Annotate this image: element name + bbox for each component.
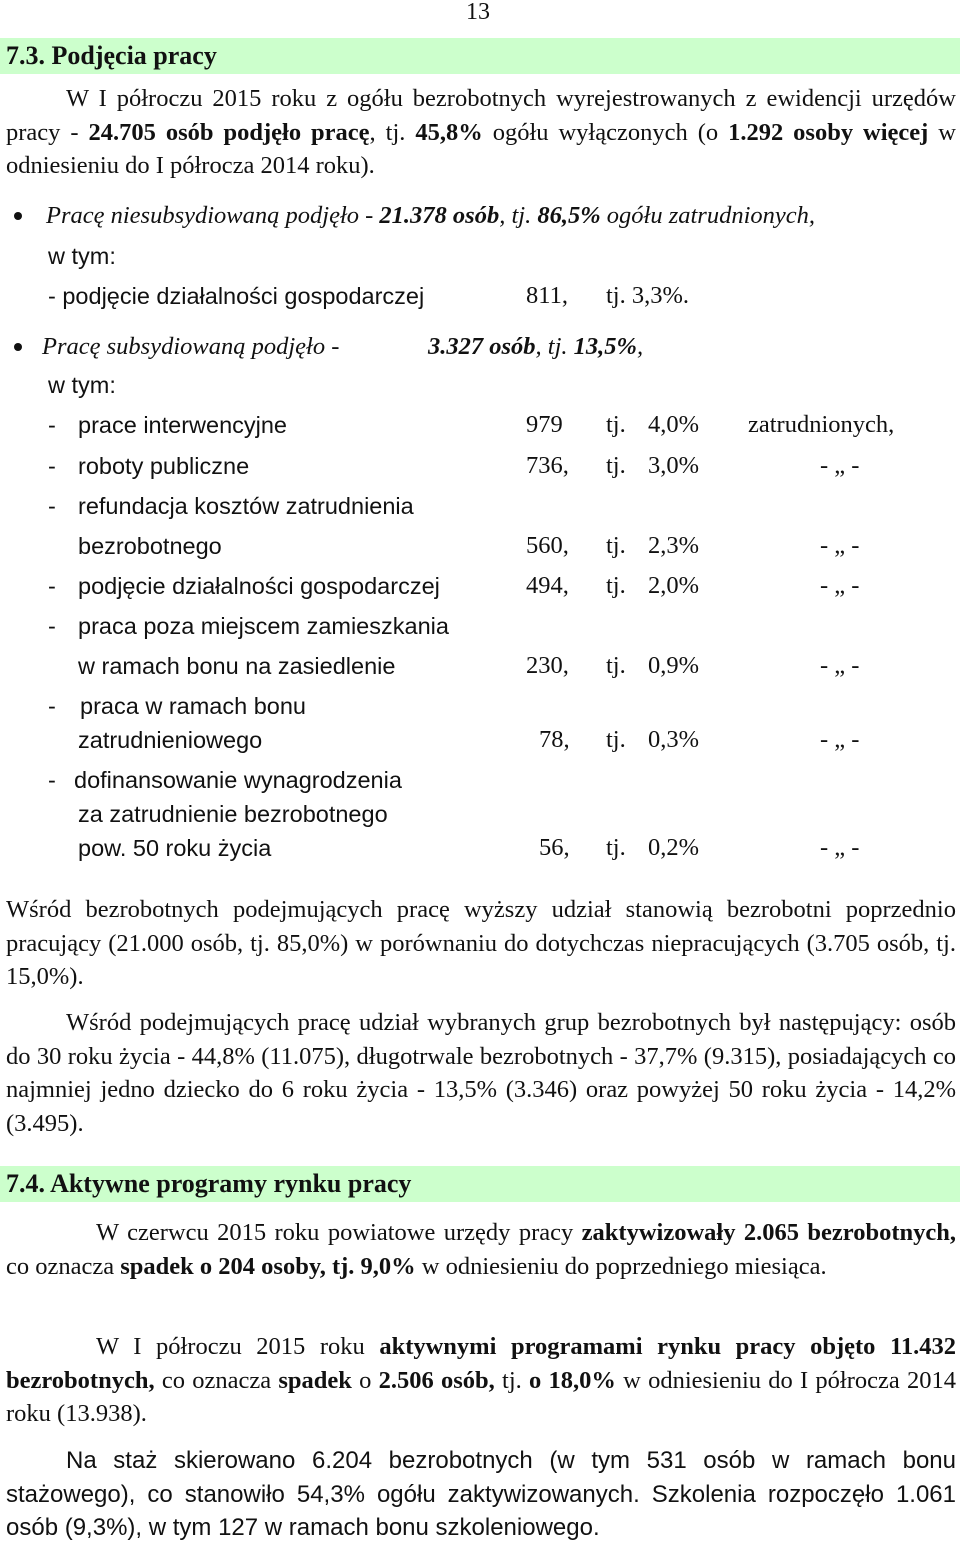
list-item-dash: - [48,493,56,519]
list-item-note: - „ - [820,834,860,861]
subsidised-summary-values: 3.327 osób, tj. 13,5%, [428,333,644,360]
list-item-dash: - [48,613,56,639]
list-item-label-cont: za zatrudnienie bezrobotnego [78,801,388,827]
list-item-percent: 4,0% [648,411,700,438]
unsubsidised-item-count: 811, [526,282,568,309]
unsubsidised-summary: Pracę niesubsydiowaną podjęło - 21.378 osób, tj. 86,5% ogółu zatrudnionych, [46,202,816,229]
list-item-label-cont: zatrudnieniowego [78,727,263,753]
list-item-label-cont: w ramach bonu na zasiedlenie [78,653,396,679]
subsidised-summary: Pracę subsydiowaną podjęło - [42,333,340,360]
list-item-tj: tj. [606,452,626,479]
list-item-dash: - [48,412,56,438]
section-heading-7-3: 7.3. Podjęcia pracy [0,38,960,74]
list-item-count: 230, [526,652,569,679]
list-item-label: dofinansowanie wynagrodzenia [74,767,402,793]
list-item-label: praca w ramach bonu [80,693,306,719]
subsidised-wtym: w tym: [48,372,116,398]
list-item-label: prace interwencyjne [78,412,287,438]
list-item-count: 560, [526,532,569,559]
list-item-tj: tj. [606,532,626,559]
list-item-dash: - [48,767,56,793]
list-item-label-cont: bezrobotnego [78,533,222,559]
list-item-label: roboty publiczne [78,453,250,479]
paragraph-selected-groups: Wśród podejmujących pracę udział wybranych grup bezrobotnych był następujący: osób do 30 roku życia - 44,8% (11.075), długotrwale bezrobotnych - 37,7% (9.315), posiadających co najmniej jedno dziecko do 6 roku życia - 13,5% (3.346) oraz powyżej 50 roku życia - 14,2% (3.495). [6,1009,956,1137]
list-item-percent: 2,0% [648,572,700,599]
list-item-tj: tj. [606,834,626,861]
list-item-count: 56, [539,834,570,861]
unsubsidised-item-label: - podjęcie działalności gospodarczej [48,283,425,309]
list-item-tj: tj. [606,652,626,679]
list-item-tj: tj. [606,411,626,438]
list-item-count: 979 [526,411,563,438]
page-number: 13 [466,0,490,25]
section-heading-7-4: 7.4. Aktywne programy rynku pracy [0,1166,960,1202]
list-item-note: - „ - [820,726,860,753]
list-item-tj: tj. [606,726,626,753]
list-item-note: - „ - [820,452,860,479]
list-item-note: zatrudnionych, [748,411,895,438]
paragraph-june-activation: W czerwcu 2015 roku powiatowe urzędy pracy zaktywizowały 2.065 bezrobotnych, co oznacza spadek o 204 osoby, tj. 9,0% w odniesieniu do poprzedniego miesiąca. [6,1219,957,1280]
list-item-label: podjęcie działalności gospodarczej [78,573,440,599]
list-item-percent: 0,2% [648,834,700,861]
list-item-label-cont2: pow. 50 roku życia [78,835,272,861]
list-item-percent: 0,3% [648,726,700,753]
paragraph-active-programs: W I półroczu 2015 roku aktywnymi programami rynku pracy objęto 11.432 bezrobotnych, co oznacza spadek o 2.506 osób, tj. o 18,0% w odniesieniu do I półrocza 2014 roku (13.938). [6,1333,956,1427]
list-item-count: 494, [526,572,569,599]
paragraph-previously-employed: Wśród bezrobotnych podejmujących pracę wyższy udział stanowią bezrobotni poprzednio pracujący (21.000 osób, tj. 85,0%) w porównaniu do dotychczas niepracujących (3.705 osób, tj. 15,0%). [6,896,956,990]
list-item-note: - „ - [820,652,860,679]
list-item-label: refundacja kosztów zatrudnienia [78,493,414,519]
list-item-note: - „ - [820,572,860,599]
list-item-count: 736, [526,452,569,479]
list-item-note: - „ - [820,532,860,559]
list-item-percent: 3,0% [648,452,700,479]
list-item-tj: tj. [606,572,626,599]
list-item-dash: - [48,453,56,479]
list-item-count: 78, [539,726,570,753]
paragraph-job-starts: W I półroczu 2015 roku z ogółu bezrobotnych wyrejestrowanych z ewidencji urzędów pracy - 24.705 osób podjęło pracę, tj. 45,8% ogółu wyłączonych (o 1.292 osoby więcej w odniesieniu do I półrocza 2014 roku). [6,85,957,179]
list-item-dash: - [48,693,56,719]
list-item-percent: 2,3% [648,532,700,559]
bullet-icon [14,343,22,351]
unsubsidised-wtym: w tym: [48,243,116,269]
list-item-percent: 0,9% [648,652,700,679]
paragraph-internships-training: Na staż skierowano 6.204 bezrobotnych (w tym 531 osób w ramach bonu stażowego), co stanowiło 54,3% ogółu zaktywizowanych. Szkolenia rozpoczęło 1.061 osób (9,3%), w tym 127 w ramach bonu szkoleniowego. [6,1447,956,1541]
unsubsidised-item-tj: tj. 3,3%. [606,282,690,309]
list-item-dash: - [48,573,56,599]
list-item-label: praca poza miejscem zamieszkania [78,613,449,639]
bullet-icon [14,212,22,220]
